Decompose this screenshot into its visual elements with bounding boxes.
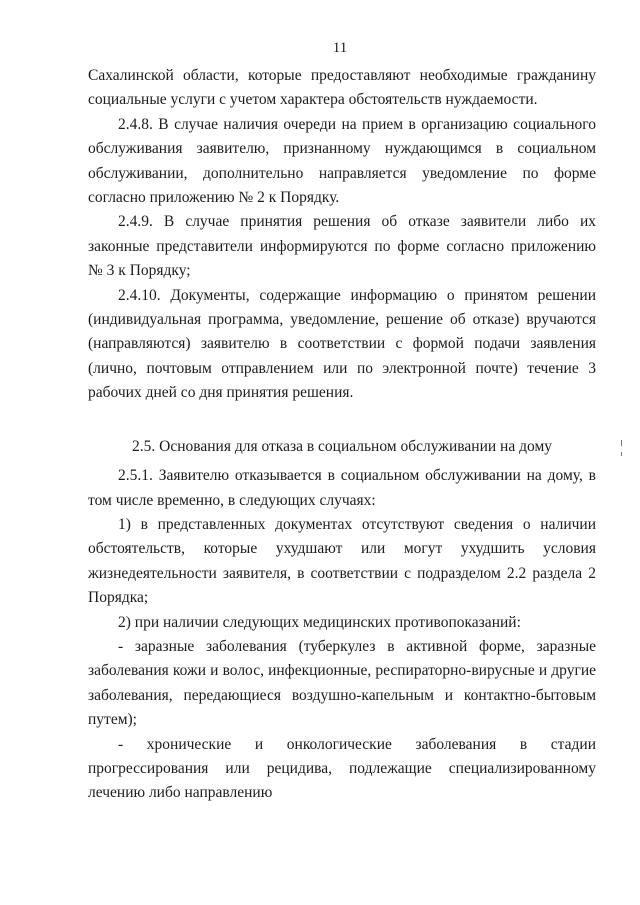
dash-item-contagious-diseases: - заразные заболевания (туберкулез в активной форме, заразные заболевания кожи и волос, инфекционные, респираторно-вирусные и другие заболевания, передающиеся воздушно-капельным и контактно-бытовым путем); <box>88 637 596 729</box>
scan-speck <box>621 452 622 456</box>
paragraph-2-4-10: 2.4.10. Документы, содержащие информацию о принятом решении (индивидуальная программа, уведомление, решение об отказе) вручаются (направляются) заявителю в соответствии с формой подачи заявления (лично, почтовым отправлением или по электронной почте) течение 3 рабочих дней со дня принятия решения. <box>88 286 596 402</box>
list-item-1: 1) в представленных документах отсутствуют сведения о наличии обстоятельств, которые ухудшают или могут ухудшить условия жизнедеятельности заявителя, в соответствии с подразделом 2.2 раздела 2 Порядка; <box>88 515 596 607</box>
list-item-2: 2) при наличии следующих медицинских противопоказаний: <box>118 613 521 631</box>
document-body <box>88 64 596 806</box>
page-number: 11 <box>332 40 348 56</box>
scan-speck <box>621 440 622 446</box>
dash-item-chronic-diseases: - хронические и онкологические заболевания в стадии прогрессирования или рецидива, подлежащие специализированному лечению либо направлению <box>88 735 596 802</box>
paragraph-continuation: Сахалинской области, которые предоставляют необходимые гражданину социальные услуги с учетом характера обстоятельств нуждаемости. <box>88 67 596 109</box>
section-heading-2-5: 2.5. Основания для отказа в социальном обслуживании на дому <box>132 437 552 455</box>
paragraph-2-4-8: 2.4.8. В случае наличия очереди на прием в организацию социального обслуживания заявителю, признанному нуждающимся в социальном обслуживании, дополнительно направляется уведомление по форме согласно приложению № 2 к Порядку. <box>88 115 596 207</box>
paragraph-2-5-1: 2.5.1. Заявителю отказывается в социальном обслуживании на дому, в том числе временно, в следующих случаях: <box>88 467 596 509</box>
paragraph-2-4-9: 2.4.9. В случае принятия решения об отказе заявители либо их законные представители информируются по форме согласно приложению № 3 к Порядку; <box>88 213 596 280</box>
